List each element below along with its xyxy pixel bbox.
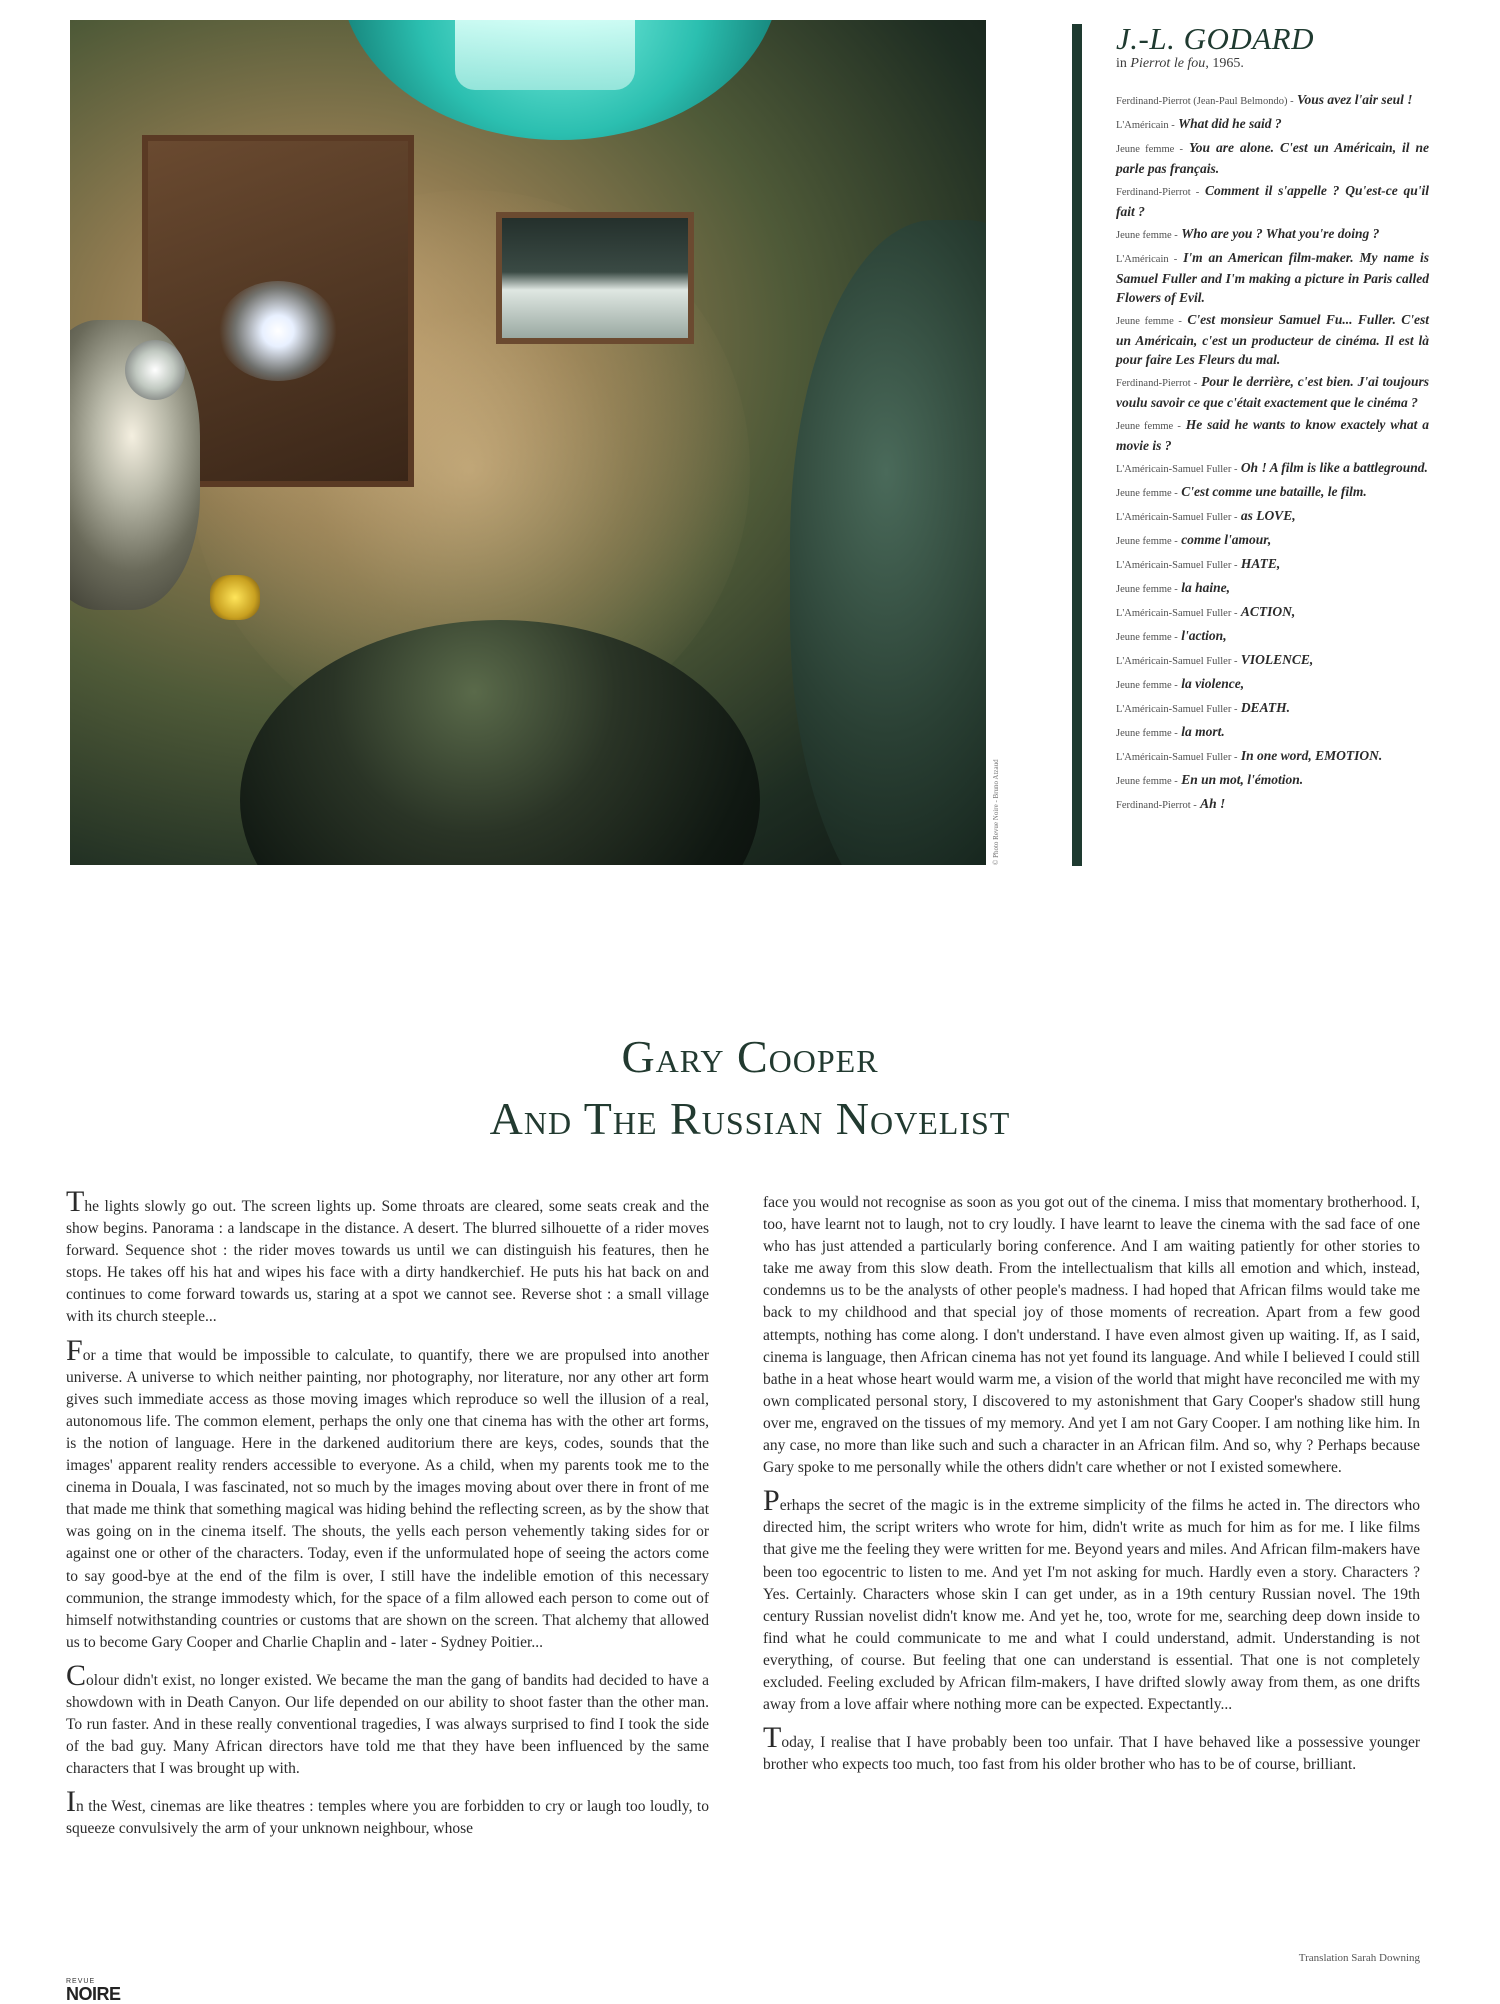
article-title [0, 1026, 1500, 1150]
dialogue-speaker: L'Américain-Samuel Fuller - [1116, 752, 1238, 763]
dialogue-text: Who are you ? What you're doing ? [1181, 226, 1380, 241]
dialogue-text: In one word, EMOTION. [1240, 748, 1383, 763]
dialogue-text: la violence, [1181, 676, 1245, 691]
dialogue-text: En un mot, l'émotion. [1181, 772, 1304, 787]
dialogue-text: Pour le derrière, c'est bien. J'ai toujours voulu savoir ce que c'était exactement que le cinéma ? [1116, 374, 1429, 410]
dialogue-speaker: Ferdinand-Pierrot - [1116, 800, 1197, 811]
dialogue-text: comme l'amour, [1181, 532, 1272, 547]
dialogue-text: VIOLENCE, [1240, 652, 1314, 667]
dialogue-line [1116, 746, 1429, 767]
dialogue-line [1116, 181, 1429, 221]
dialogue-speaker: L'Américain - [1116, 254, 1178, 265]
dialogue-speaker: L'Américain-Samuel Fuller - [1116, 512, 1238, 523]
article-paragraph [66, 1658, 709, 1780]
article-column-right [763, 1192, 1420, 1788]
dialogue-line [1116, 114, 1429, 135]
dialogue-text: HATE, [1240, 556, 1281, 571]
dialogue-text: What did he said ? [1178, 116, 1282, 131]
dialogue-speaker: Jeune femme - [1116, 230, 1178, 241]
dialogue-line [1116, 482, 1429, 503]
dialogue-line [1116, 626, 1429, 647]
dialogue-text: C'est monsieur Samuel Fu... Fuller. C'est un Américain, c'est un producteur de cinéma. Il est là pour faire Les Fleurs du mal. [1116, 312, 1429, 367]
projector-light [218, 281, 338, 381]
article-paragraph [763, 1484, 1420, 1716]
person-silhouette [790, 220, 986, 865]
dialogue-line [1116, 458, 1429, 479]
dialogue-speaker: Ferdinand-Pierrot - [1116, 378, 1198, 389]
dialogue-speaker: Jeune femme - [1116, 316, 1182, 327]
dialogue-text: C'est comme une bataille, le film. [1181, 484, 1367, 499]
drop-cap: F [66, 1333, 83, 1367]
lamp-glass [455, 20, 635, 90]
dialogue-text: I'm an American film-maker. My name is Samuel Fuller and I'm making a picture in Paris called Flowers of Evil. [1116, 250, 1429, 305]
dialogue-text: Vous avez l'air seul ! [1296, 92, 1413, 107]
dialogue-speaker: Ferdinand-Pierrot - [1116, 187, 1200, 198]
drop-cap: P [763, 1484, 780, 1518]
dialogue-speaker: Jeune femme - [1116, 680, 1178, 691]
revue-noire-logo: REVUE NOIRE [66, 1978, 121, 2004]
dialogue-line [1116, 722, 1429, 743]
dialogue-line [1116, 372, 1429, 412]
dialogue-line [1116, 415, 1429, 455]
dialogue-speaker: Jeune femme - [1116, 421, 1181, 432]
article-paragraph [66, 1185, 709, 1329]
dialogue-line [1116, 506, 1429, 527]
title-line-1: Gary Cooper [621, 1031, 879, 1082]
paragraph-text: erhaps the secret of the magic is in the extreme simplicity of the films he acted in. The directors who directed him, the script writers who wrote for him, didn't write as much for him as for me. I like films that give me the feeling they were written for me. Beyond years and miles. And African film-makers have been too egocentric to listen to me. And yet I'm not asking for much. Hardly even a story. Characters ? Yes. Certainly. Characters whose skin I can get under, as in a 19th century Russian novel. The 19th century Russian novelist didn't know me. And yet he, too, wrote for me, searching deep down inside to find what he could communicate to me and what I could understand, admit. Understanding is not everything, of course. But feeling that one can understand is essential. That one is not completely excluded. Feeling excluded by African film-makers, I have drifted slowly away from them, as one drifts away from a love affair where nothing more can be expected. Expectantly... [763, 1497, 1420, 1714]
godard-sidebar [1116, 22, 1429, 818]
dialogue-speaker: Jeune femme - [1116, 776, 1178, 787]
dialogue-text: l'action, [1181, 628, 1227, 643]
dialogue-line [1116, 138, 1429, 178]
dialogue-line [1116, 554, 1429, 575]
photo-credit: © Photo Revue Noire - Bruno Atzaud [992, 759, 1000, 865]
dialogue-speaker: Jeune femme - [1116, 144, 1183, 155]
sidebar-source: in Pierrot le fou, 1965. [1116, 56, 1244, 71]
dialogue-text: You are alone. C'est un Américain, il ne parle pas français. [1116, 140, 1430, 176]
dialogue-line [1116, 674, 1429, 695]
dialogue-text: la mort. [1181, 724, 1225, 739]
article-column-left [66, 1185, 709, 1853]
article-paragraph [66, 1785, 709, 1840]
dialogue-speaker: Jeune femme - [1116, 584, 1178, 595]
dialogue-line [1116, 794, 1429, 815]
dialogue-speaker: L'Américain - [1116, 120, 1175, 131]
translation-credit: Translation Sarah Downing [1298, 1952, 1420, 1964]
dialogue-text: Oh ! A film is like a battleground. [1240, 460, 1428, 475]
wall-picture-frame [496, 212, 694, 344]
dialogue-line [1116, 530, 1429, 551]
dialogue-speaker: Ferdinand-Pierrot (Jean-Paul Belmondo) - [1116, 96, 1294, 107]
paragraph-text: or a time that would be impossible to calculate, to quantify, there we are propulsed into another universe. A universe to which neither painting, nor photography, nor literature, nor any other art form gives such immediate access as those moving images which reproduce so well the illusion of a real, autonomous life. The common element, perhaps the only one that cinema has with the other art forms, is the notion of language. Here in the darkened auditorium there are keys, codes, sounds that the images' apparent reality renders accessible to everyone. As a child, when my parents took me to the cinema in Douala, I was fascinated, not so much by the images moving about over there in front of me that made me think that something magical was hiding behind the reflecting screen, as by the show that was going on in the cinema itself. The shouts, the yells each person vehemently taking sides for or against one or other of the characters. Today, even if the unformulated hope of seeing the actors come to say good-bye at the end of the film is over, I still have the indelible emotion of this necessary communion, the strange immodesty which, for the space of a film allowed each person to come out of himself notwithstanding countries or customs that are shown on the screen. That alchemy that allowed us to become Gary Cooper and Charlie Chaplin and - later - Sydney Poitier... [66, 1346, 709, 1651]
title-line-2: And The Russian Novelist [489, 1093, 1011, 1144]
sidebar-name: J.-L. GODARD [1116, 21, 1314, 56]
sidebar-rule [1072, 24, 1082, 866]
dialogue-speaker: L'Américain-Samuel Fuller - [1116, 464, 1238, 475]
dialogue-line [1116, 602, 1429, 623]
dialogue-speaker: L'Américain-Samuel Fuller - [1116, 608, 1238, 619]
dialogue-line [1116, 224, 1429, 245]
drop-cap: T [763, 1721, 782, 1755]
dialogue-line [1116, 310, 1429, 369]
dialogue-speaker: Jeune femme - [1116, 536, 1178, 547]
dialogue-line [1116, 650, 1429, 671]
dialogue-speaker: Jeune femme - [1116, 632, 1178, 643]
paragraph-text: he lights slowly go out. The screen lights up. Some throats are cleared, some seats creak and the show begins. Panorama : a landscape in the distance. A desert. The blurred silhouette of a rider moves forward. Sequence shot : the rider moves towards us until we can distinguish his features, then he stops. He takes off his hat and wipes his face with a dirty handkerchief. He puts his hat back on and continues to come forward towards us, staring at a spot we cannot see. Reverse shot : a small village with its church steeple... [66, 1198, 709, 1326]
dialogue-speaker: Jeune femme - [1116, 488, 1178, 499]
dialogue-line [1116, 770, 1429, 791]
dialogue-line [1116, 248, 1429, 307]
yellow-object [210, 575, 260, 620]
dialogue-line [1116, 90, 1429, 111]
paragraph-text: face you would not recognise as soon as you got out of the cinema. I miss that momentary brotherhood. I, too, have learnt not to laugh, not to cry loudly. I have learnt to leave the cinema with the sad face of one who has just attended a particularly boring conference. And I am waiting patiently for other stories to take me away from this slow death. From the intellectualism that kills all emotion and which, instead, condemns us to be the analysts of other people's madness. I had hoped that African films would take me back to my childhood and that special joy of those moments of recreation. Apart from a few good attempts, nothing has come along. I don't understand. I have even almost given up waiting. If, as I said, cinema is language, then African cinema has not yet found its language. And while I believed I could still bathe in a heat whose heart would warm me, a vision of the world that might have reconciled me with my own complicated personal story, I discovered to my astonishment that Gary Cooper's shadow still hung over me, engraved on the tissues of my memory. And yet I am not Gary Cooper. I am nothing like him. In any case, no more than like such and such a character in an African film. And so, why ? Perhaps because Gary spoke to me personally while the others didn't care whether or not I existed somewhere. [763, 1194, 1420, 1477]
dialogue-line [1116, 578, 1429, 599]
dialogue-speaker: Jeune femme - [1116, 728, 1178, 739]
dialogue-text: as LOVE, [1240, 508, 1296, 523]
dialogue-text: la haine, [1181, 580, 1230, 595]
article-paragraph [763, 1721, 1420, 1776]
article-paragraph [66, 1333, 709, 1654]
dialogue-text: Comment il s'appelle ? Qu'est-ce qu'il fait ? [1116, 183, 1430, 219]
projector-lens [125, 340, 185, 400]
drop-cap: C [66, 1658, 87, 1692]
projection-room-photo [70, 20, 986, 865]
dialogue-text: Ah ! [1200, 796, 1226, 811]
dialogue-speaker: L'Américain-Samuel Fuller - [1116, 704, 1238, 715]
dialogue-speaker: L'Américain-Samuel Fuller - [1116, 560, 1238, 571]
drop-cap: T [66, 1185, 85, 1218]
drop-cap: I [66, 1785, 76, 1819]
paragraph-text: oday, I realise that I have probably been too unfair. That I have behaved like a possessive younger brother who expects too much, too fast from his older brother who has to be of course, brilliant. [763, 1734, 1420, 1774]
paragraph-text: olour didn't exist, no longer existed. We became the man the gang of bandits had decided to have a showdown with in Death Canyon. Our life depended on our ability to shoot faster than the other man. To run faster. And in these really conventional tragedies, I was always surprised to find I took the side of the bad guy. Many African directors have told me that they have been influenced by the same characters that I was brought up with. [66, 1671, 709, 1778]
article-paragraph [763, 1192, 1420, 1479]
dialogue-text: He said he wants to know exactely what a movie is ? [1116, 417, 1429, 453]
dialogue-text: DEATH. [1240, 700, 1290, 715]
dialogue-speaker: L'Américain-Samuel Fuller - [1116, 656, 1238, 667]
dialogue-text: ACTION, [1240, 604, 1296, 619]
dialogue-line [1116, 698, 1429, 719]
paragraph-text: n the West, cinemas are like theatres : temples where you are forbidden to cry or laugh too loudly, to squeeze convulsively the arm of your unknown neighbour, whose [66, 1798, 709, 1838]
dialogue-list [1116, 90, 1429, 815]
